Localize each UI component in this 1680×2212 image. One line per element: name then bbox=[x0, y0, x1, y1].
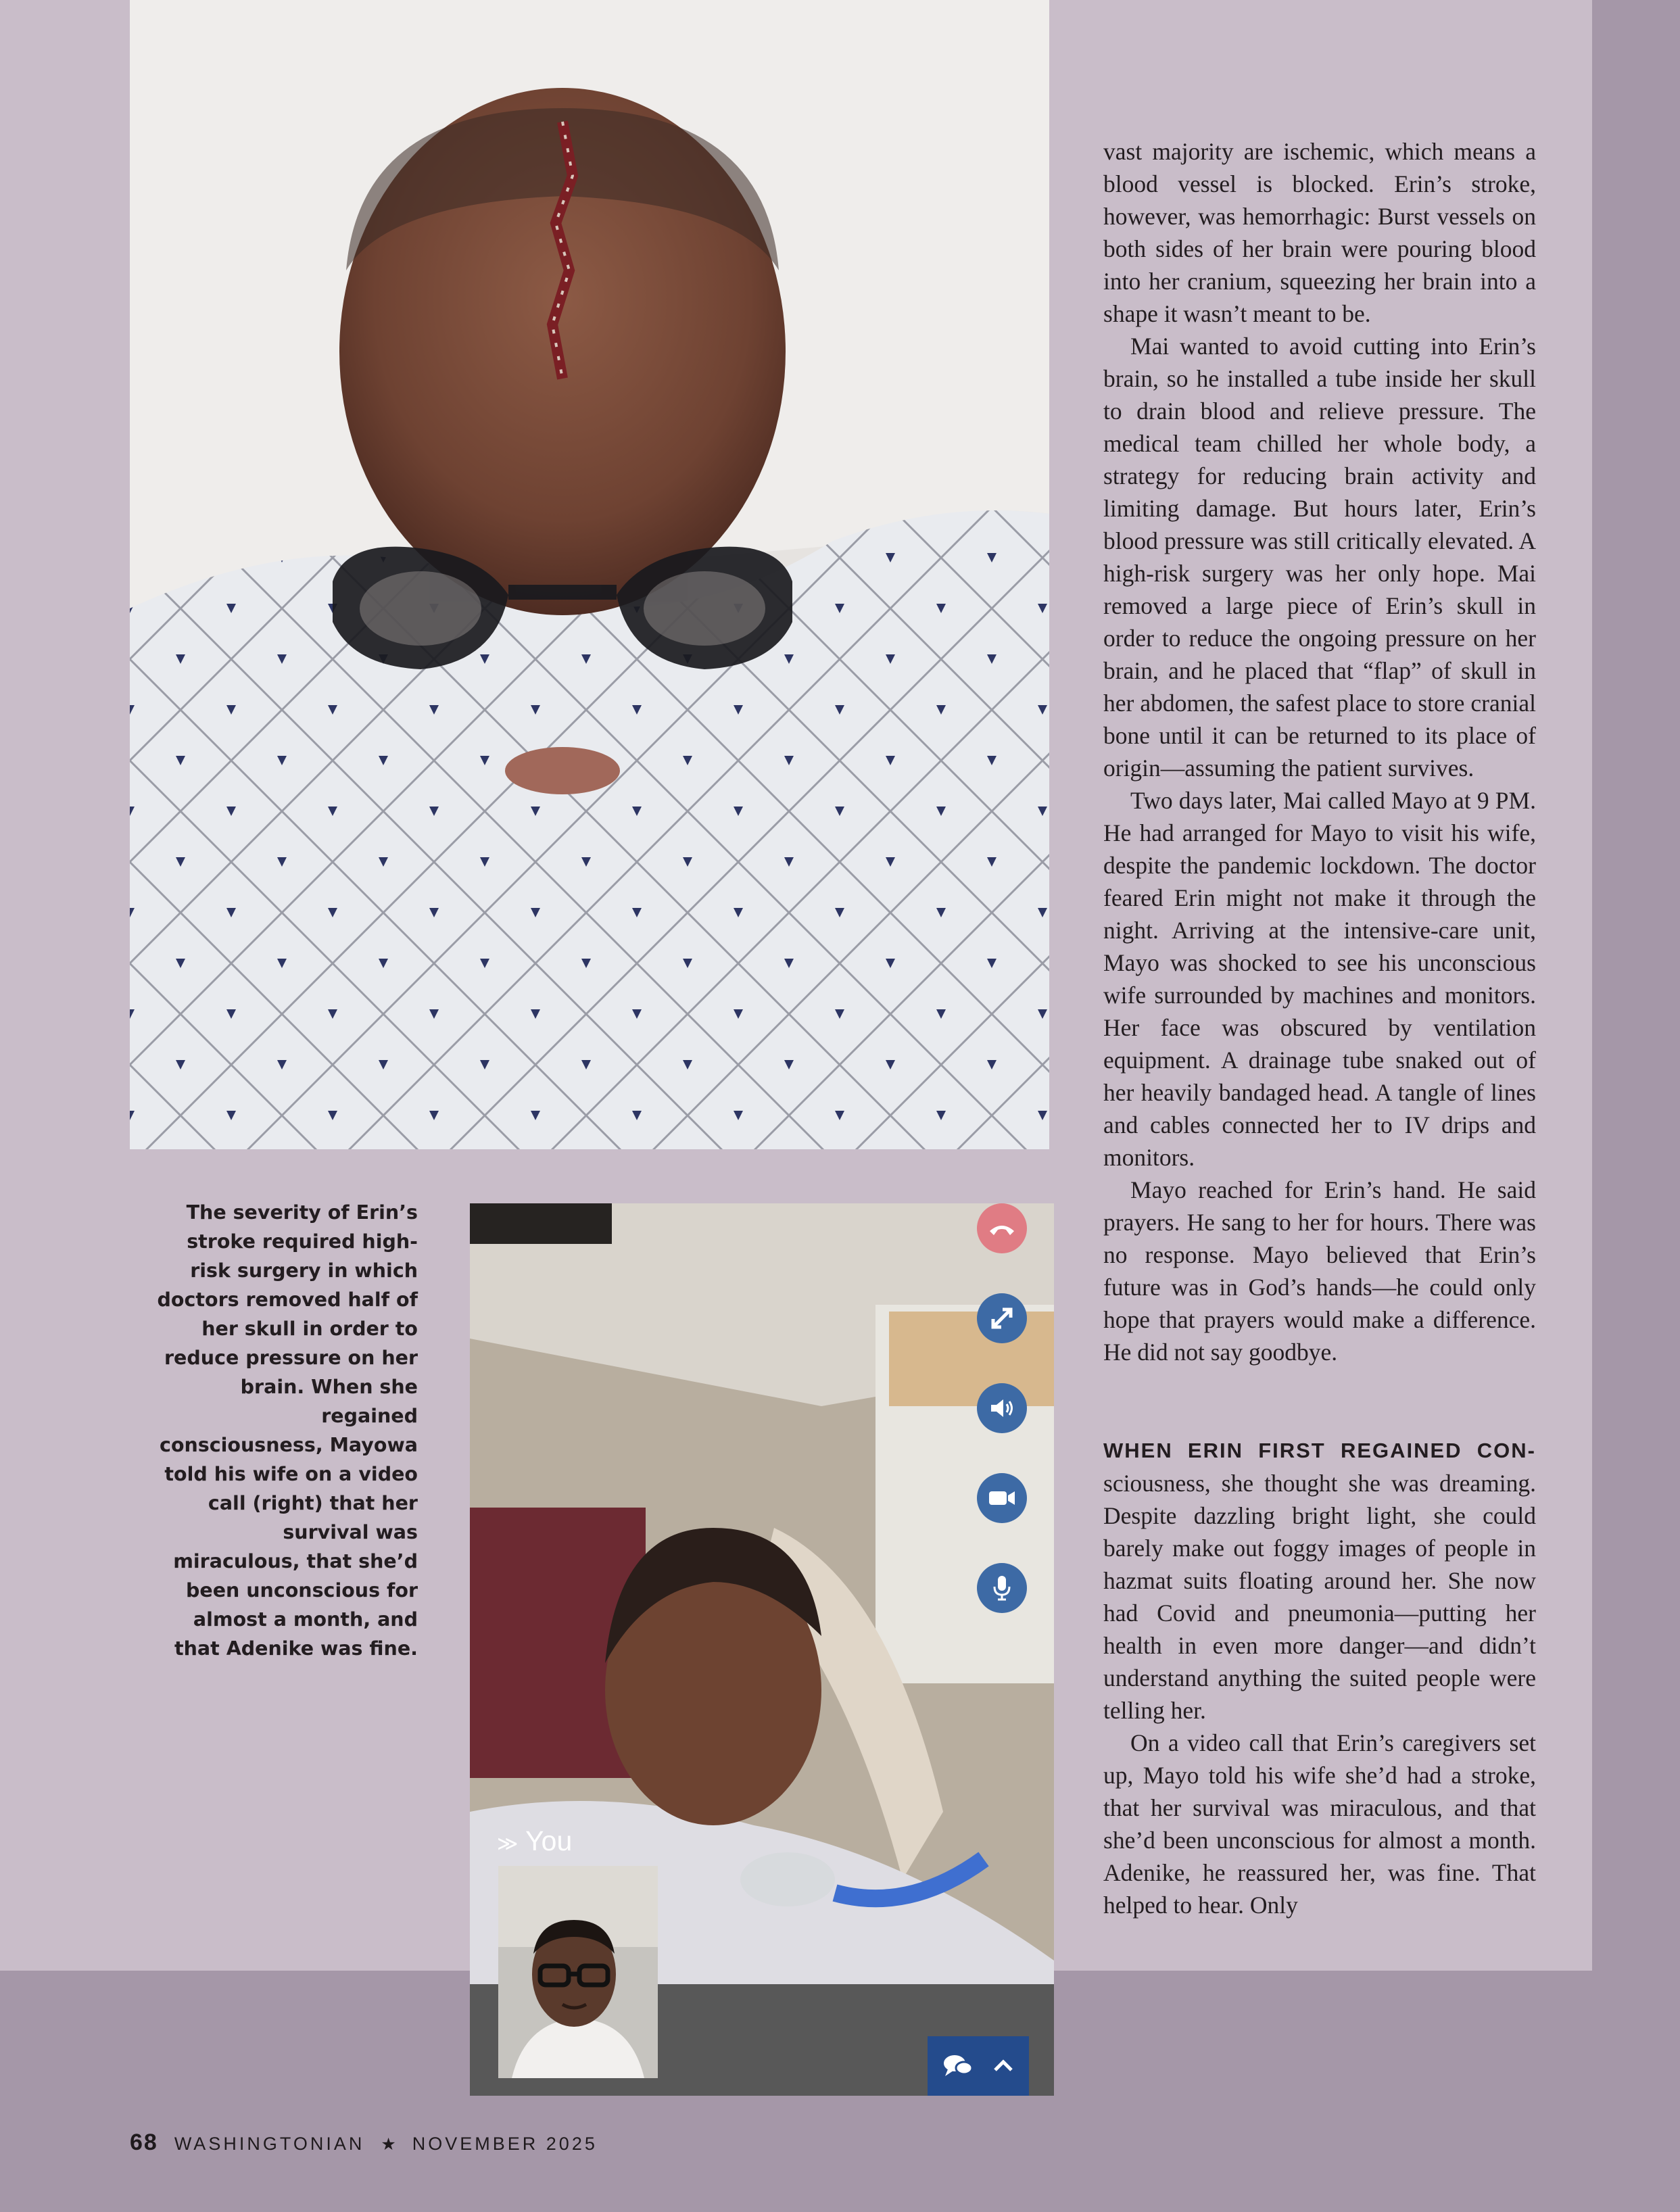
end-call-icon bbox=[987, 1220, 1017, 1236]
chat-tab[interactable] bbox=[928, 2036, 1029, 2096]
article-paragraph: Mai wanted to avoid cutting into Erin’s brain, so he installed a tube inside her skull to drain blood and relieve pressure. The medical team chilled her whole body, a strategy for reducing brain activity and limiting damage. But hours later, Erin’s blood pressure was still critically elevated. A high-risk surgery was her only hope. Mai removed a large piece of Erin’s skull in order to reduce the ongoing pressure on her brain, and he placed that “flap” of skull in her abdomen, the safest place to store cranial bone until it can be returned to its place of origin—assuming the patient survives. bbox=[1103, 333, 1536, 782]
speaker-button[interactable] bbox=[977, 1383, 1027, 1433]
article-paragraph: On a video call that Erin’s caregivers set up, Mayo told his wife she’d had a stroke, that her survival was miraculous, and that she’d been unconscious for almost a month. Adenike, he reassured her, was fine. That helped to hear. Only bbox=[1103, 1729, 1536, 1919]
article-paragraph: Two days later, Mai called Mayo at 9 PM. He had arranged for Mayo to visit his wife, despite the pandemic lockdown. The doctor feared Erin might not make it through the night. Arriving at the intensive-care unit, Mayo was shocked to see his unconscious wife surrounded by machines and monitors. Her face was obscured by ventilation equipment. A drainage tube snaked out of her heavily bandaged head. A tangle of lines and cables connected her to IV drips and monitors. bbox=[1103, 787, 1536, 1171]
microphone-icon bbox=[992, 1574, 1012, 1602]
article-paragraph: Mayo reached for Erin’s hand. He said prayers. He sang to her for hours. There was no response. Mayo believed that Erin’s future was in God’s hands—he could only hope that prayers would make a difference. He did not say goodbye. bbox=[1103, 1176, 1536, 1366]
self-view-label[interactable] bbox=[497, 1825, 572, 1857]
section-lead-in: WHEN ERIN FIRST REGAINED CON- bbox=[1103, 1439, 1536, 1462]
photo-caption: The severity of Erin’s stroke required high-risk surgery in which doctors removed half of her skull in order to reduce pressure on her brain. When she regained consciousness, Mayowa told his wife on a video call (right) that her survival was miraculous, that she’d been unconscious for almost a month, and that Adenike was fine. bbox=[157, 1201, 418, 1660]
article-body bbox=[1103, 135, 1536, 1921]
end-call-button[interactable] bbox=[977, 1203, 1027, 1253]
issue-date: NOVEMBER 2025 bbox=[412, 2134, 598, 2154]
camera-button[interactable] bbox=[977, 1473, 1027, 1523]
chat-bubbles-icon bbox=[942, 2053, 974, 2079]
patient-surgery-photo bbox=[130, 0, 1049, 1149]
self-view-thumbnail[interactable] bbox=[498, 1866, 658, 2078]
collapse-chevron-icon: ≫ bbox=[497, 1833, 519, 1855]
article-paragraph: vast majority are ischemic, which means a blood vessel is blocked. Erin’s stroke, however, was hemorrhagic: Burst vessels on both sides of her brain were pouring blood into her cranium, squeezing her brain into a shape it wasn’t meant to be. bbox=[1103, 138, 1536, 327]
expand-button[interactable] bbox=[977, 1293, 1027, 1343]
microphone-button[interactable] bbox=[977, 1563, 1027, 1613]
camera-icon bbox=[988, 1489, 1016, 1508]
speaker-icon bbox=[988, 1397, 1015, 1420]
magazine-name: WASHINGTONIAN bbox=[174, 2134, 365, 2154]
chevron-up-icon bbox=[992, 2059, 1014, 2073]
page-number: 68 bbox=[130, 2130, 158, 2155]
self-view-label-text: You bbox=[525, 1825, 573, 1856]
video-call-screenshot bbox=[470, 1203, 1054, 2096]
star-icon: ★ bbox=[381, 2135, 396, 2154]
article-paragraph: sciousness, she thought she was dreaming. Despite dazzling bright light, she could barely make out foggy images of people in hazmat suits floating around her. She now had Covid and pneumonia—putting her health in even more danger—and didn’t understand anything the suited people were telling her. bbox=[1103, 1470, 1536, 1724]
article-section-start bbox=[1103, 1433, 1536, 1727]
expand-icon bbox=[989, 1305, 1015, 1331]
page-footer bbox=[130, 2130, 598, 2156]
